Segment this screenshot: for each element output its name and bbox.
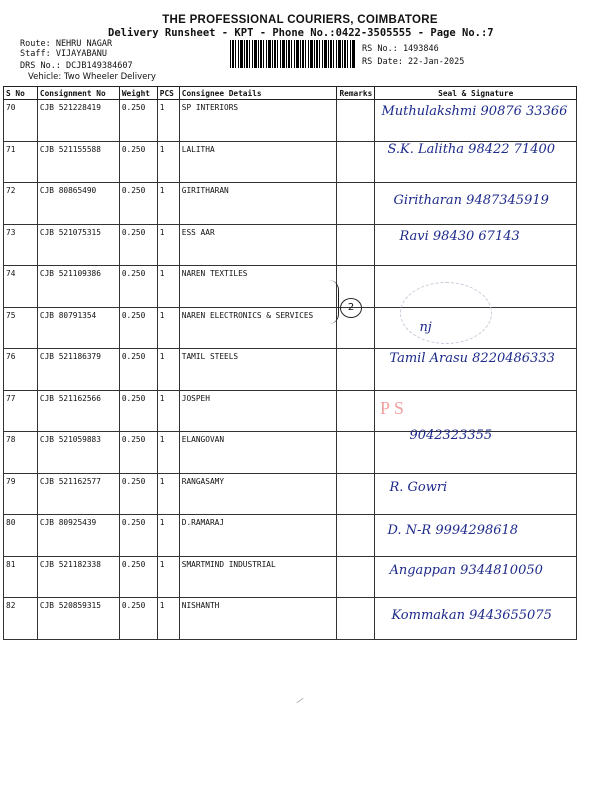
cell-consignee: ESS AAR (179, 224, 337, 266)
cell-weight: 0.250 (119, 515, 157, 557)
runsheet-subtitle: Delivery Runsheet - KPT - Phone No.:0422-3505555 - Page No.:7 (108, 27, 494, 39)
cell-weight: 0.250 (119, 473, 157, 515)
cell-pcs: 1 (157, 349, 179, 391)
cell-remarks (337, 100, 375, 142)
barcode (230, 40, 356, 68)
handwritten-signature: nj (419, 319, 432, 335)
cell-remarks (337, 224, 375, 266)
cell-remarks (337, 598, 375, 640)
cell-consignee: ELANGOVAN (179, 432, 337, 474)
cell-pcs: 1 (157, 224, 179, 266)
cell-consignee: LALITHA (179, 141, 337, 183)
handwritten-signature: Ravi 98430 67143 (399, 228, 520, 244)
table-row (4, 432, 577, 474)
handwritten-signature: Giritharan 9487345919 (393, 193, 549, 208)
cell-consignee: NAREN TEXTILES (179, 266, 337, 308)
cell-consignee: NAREN ELECTRONICS & SERVICES (179, 307, 337, 349)
cell-consignment: CJB 80791354 (37, 307, 119, 349)
ps-stamp: P S (380, 398, 404, 418)
cell-pcs: 1 (157, 390, 179, 432)
table-row (4, 556, 577, 598)
cell-signature (375, 390, 577, 432)
cell-remarks (337, 349, 375, 391)
cell-sno: 72 (4, 183, 38, 225)
cell-weight: 0.250 (119, 266, 157, 308)
cell-signature (375, 556, 577, 598)
cell-remarks (337, 556, 375, 598)
cell-consignment: CJB 521186379 (37, 349, 119, 391)
handwritten-signature: D. N-R 9994298618 (387, 523, 519, 538)
table-row (4, 141, 577, 183)
col-header-consignee: Consignee Details (179, 87, 337, 100)
company-title: THE PROFESSIONAL COURIERS, COIMBATORE (162, 14, 438, 26)
cell-consignment: CJB 80865490 (37, 183, 119, 225)
cell-pcs: 1 (157, 432, 179, 474)
cell-pcs: 1 (157, 556, 179, 598)
cell-pcs: 1 (157, 266, 179, 308)
cell-consignment: CJB 521228419 (37, 100, 119, 142)
handwritten-signature: R. Gowri (389, 479, 448, 495)
runsheet-table (3, 86, 577, 640)
col-header-pcs: PCS (157, 87, 179, 100)
cell-signature (375, 183, 577, 225)
table-row (4, 100, 577, 142)
cell-consignment: CJB 521109386 (37, 266, 119, 308)
cell-sno: 71 (4, 141, 38, 183)
cell-signature (375, 598, 577, 640)
col-header-signature: Seal & Signature (375, 87, 577, 100)
pen-mark (296, 698, 303, 703)
cell-consignee: NISHANTH (179, 598, 337, 640)
cell-signature (375, 428, 577, 474)
cell-sno: 79 (4, 473, 38, 515)
rs-date: RS Date: 22-Jan-2025 (362, 57, 465, 67)
cell-remarks (337, 390, 375, 432)
cell-consignment: CJB 80925439 (37, 515, 119, 557)
col-header-consignment: Consignment No (37, 87, 119, 100)
cell-sno: 78 (4, 432, 38, 474)
table-header-row (4, 87, 577, 100)
drs-label: DRS No.: DCJB149384607 (20, 61, 133, 71)
cell-sno: 73 (4, 224, 38, 266)
cell-consignee: SMARTMIND INDUSTRIAL (179, 556, 337, 598)
handwritten-signature: S.K. Lalitha 98422 71400 (387, 141, 556, 157)
cell-remarks (337, 141, 375, 183)
cell-remarks (337, 473, 375, 515)
cell-signature (375, 515, 577, 557)
cell-consignment: CJB 521162577 (37, 473, 119, 515)
table-row (4, 183, 577, 225)
table-row (4, 515, 577, 557)
cell-pcs: 1 (157, 473, 179, 515)
cell-weight: 0.250 (119, 183, 157, 225)
cell-signature (375, 141, 577, 183)
handwritten-signature: Angappan 9344810050 (389, 562, 543, 578)
cell-weight: 0.250 (119, 556, 157, 598)
table-row (4, 473, 577, 515)
cell-consignment: CJB 521075315 (37, 224, 119, 266)
cell-consignment: CJB 521059883 (37, 432, 119, 474)
cell-signature (375, 224, 577, 266)
cell-consignee: TAMIL STEELS (179, 349, 337, 391)
cell-weight: 0.250 (119, 100, 157, 142)
handwritten-signature: Kommakan 9443655075 (391, 608, 552, 623)
handwritten-signature: Tamil Arasu 8220486333 (389, 351, 555, 366)
cell-remarks (337, 183, 375, 225)
cell-pcs: 1 (157, 141, 179, 183)
col-header-weight: Weight (119, 87, 157, 100)
cell-sno: 82 (4, 598, 38, 640)
cell-sno: 80 (4, 515, 38, 557)
cell-sno: 81 (4, 556, 38, 598)
cell-consignee: D.RAMARAJ (179, 515, 337, 557)
cell-weight: 0.250 (119, 390, 157, 432)
table-row (4, 390, 577, 432)
cell-consignment: CJB 521182338 (37, 556, 119, 598)
route-label: Route: NEHRU NAGAR (20, 39, 113, 49)
cell-weight: 0.250 (119, 224, 157, 266)
cell-pcs: 1 (157, 515, 179, 557)
rs-number: RS No.: 1493846 (362, 44, 439, 54)
cell-pcs: 1 (157, 307, 179, 349)
cell-weight: 0.250 (119, 141, 157, 183)
cell-signature (375, 349, 577, 391)
cell-weight: 0.250 (119, 349, 157, 391)
table-row (4, 266, 577, 308)
handwritten-signature: Muthulakshmi 90876 33366 (381, 104, 568, 119)
cell-weight: 0.250 (119, 432, 157, 474)
cell-consignee: SP INTERIORS (179, 100, 337, 142)
table-row (4, 349, 577, 391)
cell-remarks (337, 432, 375, 474)
round-stamp (400, 282, 492, 344)
table-row (4, 224, 577, 266)
staff-label: Staff: VIJAYABANU (20, 49, 107, 59)
cell-pcs: 1 (157, 598, 179, 640)
bracket-mark (328, 280, 339, 324)
vehicle-label: Vehicle: Two Wheeler Delivery (28, 72, 156, 82)
cell-consignee: JOSPEH (179, 390, 337, 432)
cell-pcs: 1 (157, 100, 179, 142)
cell-consignee: GIRITHARAN (179, 183, 337, 225)
cell-weight: 0.250 (119, 307, 157, 349)
cell-remarks (337, 515, 375, 557)
cell-consignee: RANGASAMY (179, 473, 337, 515)
cell-sno: 70 (4, 100, 38, 142)
col-header-remarks: Remarks (337, 87, 375, 100)
table-row (4, 598, 577, 640)
handwritten-signature: 9042323355 (409, 428, 493, 443)
cell-consignment: CJB 521162566 (37, 390, 119, 432)
cell-signature (375, 100, 577, 142)
cell-sno: 75 (4, 307, 38, 349)
circled-number: 2 (340, 298, 362, 318)
cell-signature (375, 473, 577, 515)
cell-sno: 74 (4, 266, 38, 308)
cell-pcs: 1 (157, 183, 179, 225)
cell-weight: 0.250 (119, 598, 157, 640)
cell-consignment: CJB 521155588 (37, 141, 119, 183)
cell-sno: 77 (4, 390, 38, 432)
cell-consignment: CJB 520859315 (37, 598, 119, 640)
col-header-sno: S No (4, 87, 38, 100)
cell-sno: 76 (4, 349, 38, 391)
